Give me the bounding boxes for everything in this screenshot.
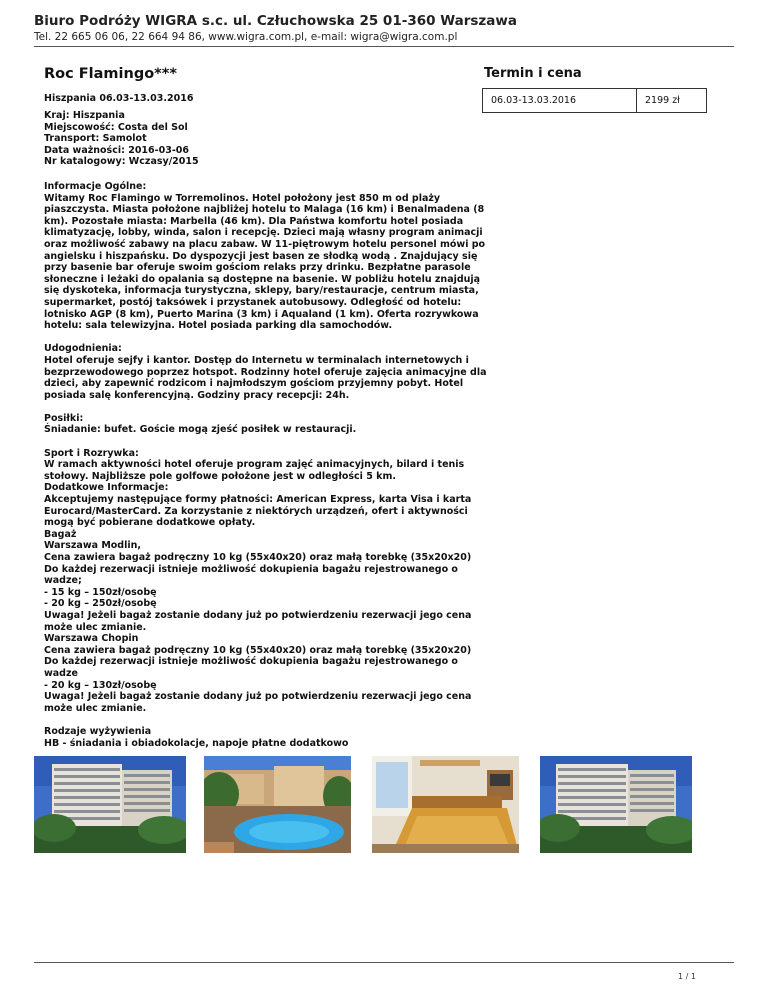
section-line: Cena zawiera bagaż podręczny 10 kg (55x40x20) oraz małą torebkę (35x20x20) — [44, 644, 472, 656]
section-line: - 20 kg – 250zł/osobę — [44, 598, 157, 610]
section-line: przy basenie bar oferuje swoim gościom relaks przy drinku. Bezpłatne parasole — [44, 262, 471, 274]
section-line: km). Pozostałe miasta: Marbella (46 km). Dla Państwa komfortu hotel posiada — [44, 215, 464, 227]
section-line: - 15 kg – 150zł/osobę — [44, 586, 157, 598]
description-section — [44, 726, 474, 749]
section-heading: Sport i Rozrywka: — [44, 447, 139, 459]
section-line: oraz możliwość zabawy na placu zabaw. W 11-piętrowym hotelu personel mówi po — [44, 238, 486, 250]
section-heading: Posiłki: — [44, 412, 84, 424]
section-heading: Rodzaje wyżywienia — [44, 725, 152, 737]
hotel-building-photo — [34, 756, 186, 853]
section-line: W ramach aktywności hotel oferuje program zajęć animacyjnych, bilard i tenis — [44, 459, 465, 471]
section-line: wadze; — [44, 575, 82, 587]
header-divider — [34, 46, 734, 47]
section-line: Bagaż — [44, 528, 77, 540]
description-section — [44, 448, 474, 715]
pricing-heading: Termin i cena — [484, 66, 582, 81]
section-line: Do każdej rezerwacji istnieje możliwość dokupienia bagażu rejestrowanego o — [44, 563, 458, 575]
detail-catalog-number: Nr katalogowy: Wczasy/2015 — [44, 156, 199, 168]
section-line: Śniadanie: bufet. Goście mogą zjeść posiłek w restauracji. — [44, 424, 357, 436]
footer-divider — [34, 962, 734, 963]
section-line: Hotel oferuje sejfy i kantor. Dostęp do Internetu w terminalach internetowych i — [44, 354, 469, 366]
section-line: angielsku i hiszpańsku. Do dyspozycji jest basen ze słodką wodą . Znajdujący się — [44, 250, 478, 262]
term-date: 06.03-13.03.2016 — [483, 89, 637, 113]
section-line: Akceptujemy następujące formy płatności: American Express, karta Visa i karta — [44, 494, 472, 506]
description — [44, 181, 487, 761]
section-line: Do każdej rezerwacji istnieje możliwość dokupienia bagażu rejestrowanego o — [44, 656, 458, 668]
description-section — [44, 343, 487, 401]
pool-photo — [204, 756, 351, 853]
section-line: hotelu: sala telewizyjna. Hotel posiada parking dla samochodów. — [44, 320, 393, 332]
section-line: posiada salę konferencyjną. Godziny pracy recepcji: 24h. — [44, 389, 350, 401]
section-line: Eurocard/MasterCard. Za korzystanie z niektórych urządzeń, ofert i aktywności — [44, 505, 468, 517]
section-line: - 20 kg – 130zł/osobę — [44, 679, 157, 691]
section-line: Uwaga! Jeżeli bagaż zostanie dodany już po potwierdzeniu rezerwacji jego cena — [44, 609, 472, 621]
destination-dates: Hiszpania 06.03-13.03.2016 — [44, 93, 194, 104]
section-line: HB - śniadania i obiadokolacje, napoje płatne dodatkowo — [44, 737, 349, 749]
hotel-building-photo — [540, 756, 692, 853]
hotel-title: Roc Flamingo*** — [44, 66, 177, 82]
description-section — [44, 181, 486, 332]
company-name: Biuro Podróży WIGRA s.c. ul. Człuchowska 25 01-360 Warszawa — [34, 13, 517, 29]
section-heading: Informacje Ogólne: — [44, 181, 147, 192]
section-line: Warszawa Chopin — [44, 633, 139, 645]
section-line: może ulec zmianie. — [44, 702, 147, 714]
section-line: mogą być pobierane dodatkowe opłaty. — [44, 517, 256, 529]
section-line: wadze — [44, 667, 78, 679]
offer-details — [44, 110, 199, 168]
section-line: Dodatkowe Informacje: — [44, 482, 169, 494]
price-table — [482, 88, 707, 113]
section-line: piaszczysta. Miasta położone najbliżej hotelu to Malaga (16 km) i Benalmadena (8 — [44, 204, 485, 216]
section-line: słoneczne i leżaki do opalania są dostępne na basenie. W pobliżu hotelu znajdują — [44, 273, 481, 285]
description-section — [44, 413, 474, 436]
detail-country: Kraj: Hiszpania — [44, 110, 125, 121]
section-line: może ulec zmianie. — [44, 621, 147, 633]
section-line: Uwaga! Jeżeli bagaż zostanie dodany już po potwierdzeniu rezerwacji jego cena — [44, 691, 472, 703]
section-line: Cena zawiera bagaż podręczny 10 kg (55x40x20) oraz małą torebkę (35x20x20) — [44, 552, 472, 563]
section-heading: Udogodnienia: — [44, 343, 122, 355]
detail-transport: Transport: Samolot — [44, 133, 147, 145]
page-number: 1 / 1 — [678, 972, 696, 981]
section-line: supermarket, postój taksówek i przystanek autobusowy. Odległość od hotelu: — [44, 296, 462, 308]
room-photo — [372, 756, 519, 853]
section-line: bezprzewodowego poprzez hotspot. Rodzinny hotel oferuje zajęcia animacyjne dla — [44, 366, 487, 378]
price-row — [483, 89, 707, 113]
section-line: klimatyzację, lobby, winda, salon i recepcję. Dzieci mają własny program animacji — [44, 227, 483, 239]
detail-valid-date: Data ważności: 2016-03-06 — [44, 144, 189, 156]
term-price: 2199 zł — [637, 89, 707, 113]
company-contact: Tel. 22 665 06 06, 22 664 94 86, www.wigra.com.pl, e-mail: wigra@wigra.com.pl — [34, 31, 458, 43]
section-line: się dyskoteka, informacja turystyczna, sklepy, bary/restauracje, centrum miasta, — [44, 285, 479, 297]
section-line: lotnisko AGP (8 km), Puerto Marina (3 km) i Aqualand (1 km). Oferta rozrywkowa — [44, 308, 479, 320]
section-line: Witamy Roc Flamingo w Torremolinos. Hotel położony jest 850 m od plaży — [44, 192, 441, 204]
section-line: stołowy. Najbliższe pole golfowe położone jest w odległości 5 km. — [44, 470, 396, 482]
detail-location: Miejscowość: Costa del Sol — [44, 121, 188, 133]
section-line: Warszawa Modlin, — [44, 540, 141, 552]
section-line: dzieci, aby zapewnić rodzicom i najmłodszym gościom przyjemny pobyt. Hotel — [44, 378, 464, 390]
